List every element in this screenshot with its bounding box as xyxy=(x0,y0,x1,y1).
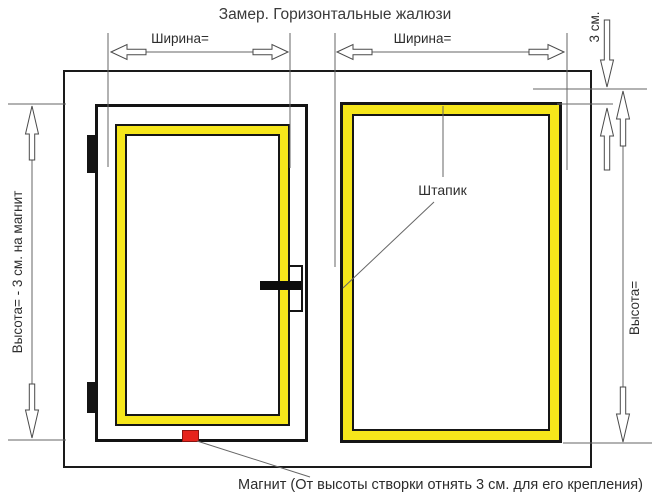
page-title: Замер. Горизонтальные жалюзи xyxy=(218,6,452,23)
height-left-label: Высота= - 3 см. на магнит xyxy=(10,190,25,354)
height-right-label: Высота= xyxy=(627,280,642,336)
width-right-arrowhead-right xyxy=(529,45,564,60)
height-right-arrowhead-bottom xyxy=(617,387,630,442)
width-left-arrowhead-left xyxy=(111,45,146,60)
width-left-arrowhead-right xyxy=(253,45,288,60)
magnet-leader xyxy=(197,441,310,477)
three-cm-arrow-down xyxy=(601,20,614,87)
width-right-label: Ширина= xyxy=(393,31,452,46)
three-cm-arrow-up xyxy=(601,108,614,170)
width-right-arrowhead-left xyxy=(337,45,372,60)
height-left-arrowhead-bottom xyxy=(26,384,39,438)
shtapik-label: Штапик xyxy=(418,182,467,198)
height-right-arrowhead-top xyxy=(617,91,630,146)
three-cm-label: 3 см. xyxy=(587,11,602,43)
height-left-arrowhead-top xyxy=(26,106,39,160)
magnet-note: Магнит (От высоты створки отнять 3 см. для его крепления) xyxy=(238,477,643,493)
width-left-label: Ширина= xyxy=(151,31,209,46)
shtapik-leader-diagonal xyxy=(343,202,434,288)
